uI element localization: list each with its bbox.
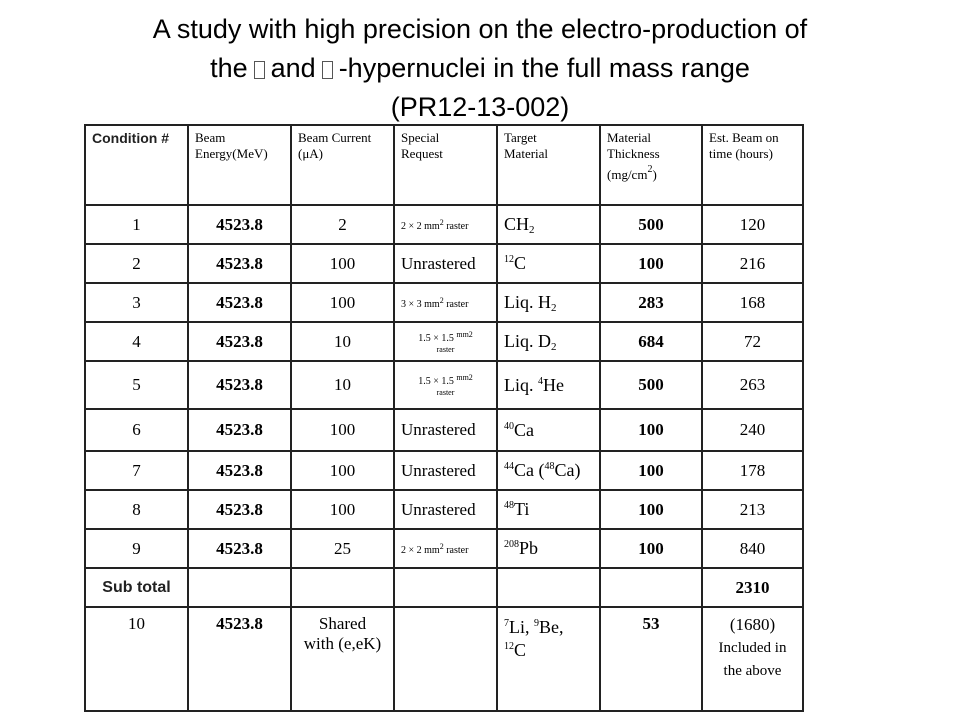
cell-condition: 2: [85, 244, 188, 283]
header-material-thickness: [600, 125, 702, 205]
table-row: [85, 244, 803, 283]
target-isotope-2: 9: [534, 618, 539, 629]
header-thickness-exponent: 2: [647, 164, 653, 175]
cell-thickness: 500: [600, 205, 702, 244]
cell-time: 168: [702, 283, 803, 322]
cell-current: 10: [291, 361, 394, 409]
cell-energy: 4523.8: [188, 529, 291, 568]
target-subscript: 2: [551, 340, 557, 353]
target-text-element: He: [543, 374, 564, 395]
target-subscript: 2: [551, 301, 557, 314]
cell-thickness: 100: [600, 529, 702, 568]
request-text: 2 × 2 mm: [401, 220, 440, 232]
cell-time: 120: [702, 205, 803, 244]
subtotal-empty-cell: [497, 568, 600, 607]
target-text: Ti: [514, 499, 530, 519]
cell-energy: 4523.8: [188, 361, 291, 409]
cell-request: Unrastered: [394, 451, 497, 490]
cell-condition: 7: [85, 451, 188, 490]
cell-request: [394, 283, 497, 322]
target-text: CH: [504, 213, 530, 234]
cell-current: 25: [291, 529, 394, 568]
header-beam-current: [291, 125, 394, 205]
target-isotope-3: 12: [504, 641, 514, 652]
current-line-1: Shared: [318, 614, 367, 633]
target-isotope: 48: [504, 500, 514, 511]
header-beam-energy-line-1: Beam: [195, 130, 226, 145]
request-text: 1.5 × 1.5: [418, 376, 454, 387]
table-header-row: [85, 125, 803, 205]
header-target-material-line-2: Material: [504, 146, 549, 161]
cell-target: [497, 451, 600, 490]
current-line-2: with (e,eK): [303, 634, 382, 653]
header-condition: Condition #: [85, 125, 188, 205]
cell-current: 100: [291, 283, 394, 322]
cell-thickness: 100: [600, 451, 702, 490]
request-unit: mm: [456, 329, 469, 339]
request-exponent: 2: [439, 541, 444, 551]
cell-thickness: 283: [600, 283, 702, 322]
header-beam-time-line-2: time (hours): [709, 146, 773, 161]
cell-energy: 4523.8: [188, 244, 291, 283]
request-unit: mm: [456, 373, 469, 382]
target-text-a: Li,: [509, 617, 534, 637]
slide-title: [40, 10, 920, 127]
cell-target: [497, 283, 600, 322]
cell-target: [497, 529, 600, 568]
subtotal-row: [85, 568, 803, 607]
cell-time: 72: [702, 322, 803, 361]
cell-energy: 4523.8: [188, 409, 291, 451]
title-line-2: [40, 49, 920, 88]
cell-time: 840: [702, 529, 803, 568]
header-beam-energy: [188, 125, 291, 205]
cell-current: [291, 607, 394, 711]
table-row: [85, 283, 803, 322]
cell-target: [497, 322, 600, 361]
cell-target: [497, 244, 600, 283]
request-exponent: 2: [468, 373, 473, 382]
cell-request: Unrastered: [394, 409, 497, 451]
cell-condition: 1: [85, 205, 188, 244]
subtotal-time: 2310: [702, 568, 803, 607]
cell-thickness: 53: [600, 607, 702, 711]
cell-thickness: 100: [600, 244, 702, 283]
time-line-3: the above: [723, 663, 782, 679]
target-text: Pb: [519, 538, 539, 558]
target-isotope-1: 7: [504, 618, 509, 629]
header-special-request-line-1: Special: [401, 130, 440, 145]
cell-request: Unrastered: [394, 490, 497, 529]
cell-time: 263: [702, 361, 803, 409]
cell-energy: 4523.8: [188, 322, 291, 361]
cell-target: [497, 607, 600, 711]
target-isotope: 40: [504, 420, 514, 432]
subtotal-empty-cell: [291, 568, 394, 607]
cell-current: 2: [291, 205, 394, 244]
request-tail: raster: [436, 344, 455, 354]
title-line-2-part-3: -hypernuclei in the full mass range: [338, 53, 750, 83]
table-row: [85, 490, 803, 529]
time-line-2: Included in: [718, 640, 787, 656]
title-line-2-part-1: the: [210, 53, 248, 83]
table-row: [85, 322, 803, 361]
cell-energy: 4523.8: [188, 490, 291, 529]
header-special-request: [394, 125, 497, 205]
cell-request: [394, 361, 497, 409]
target-text-c: C: [514, 640, 527, 660]
cell-current: 100: [291, 409, 394, 451]
request-text: 2 × 2 mm: [401, 544, 440, 556]
cell-target: [497, 361, 600, 409]
target-isotope: 208: [504, 539, 519, 550]
table-row: [85, 451, 803, 490]
subtotal-empty-cell: [600, 568, 702, 607]
cell-request: [394, 322, 497, 361]
cell-time: 240: [702, 409, 803, 451]
target-text-b: Be,: [539, 617, 564, 637]
subtotal-empty-cell: [188, 568, 291, 607]
header-thickness-line-3: (mg/cm: [607, 167, 648, 182]
cell-condition: 6: [85, 409, 188, 451]
request-tail: raster: [443, 544, 469, 556]
title-line-2-part-2: and: [270, 53, 316, 83]
target-isotope-2: 48: [544, 461, 555, 472]
request-exponent: 2: [468, 329, 473, 339]
subtotal-label: Sub total: [85, 568, 188, 607]
target-tail: Ca): [554, 460, 581, 480]
target-isotope: 12: [504, 254, 514, 265]
cell-thickness: 684: [600, 322, 702, 361]
beam-time-table: [84, 124, 804, 712]
target-text: Liq. D: [504, 330, 551, 351]
cell-current: 100: [291, 490, 394, 529]
header-beam-energy-line-2: Energy(MeV): [195, 146, 268, 161]
cell-energy: 4523.8: [188, 283, 291, 322]
table-row: [85, 529, 803, 568]
cell-condition: 4: [85, 322, 188, 361]
request-exponent: 2: [439, 295, 444, 305]
table-row: [85, 205, 803, 244]
header-thickness-line-1: Material: [607, 130, 652, 145]
target-text: Ca (: [514, 460, 545, 480]
title-line-1: A study with high precision on the electro-production of: [152, 14, 808, 44]
cell-target: [497, 409, 600, 451]
cell-thickness: 100: [600, 409, 702, 451]
cell-time: 178: [702, 451, 803, 490]
subtotal-empty-cell: [394, 568, 497, 607]
target-text: Liq.: [504, 374, 538, 395]
cell-target: [497, 490, 600, 529]
header-beam-current-line-1: Beam Current: [298, 130, 372, 145]
cell-condition: 10: [85, 607, 188, 711]
target-isotope: 44: [504, 461, 514, 472]
target-text: C: [514, 253, 527, 273]
cell-time: 213: [702, 490, 803, 529]
table-row: [85, 409, 803, 451]
cell-thickness: 100: [600, 490, 702, 529]
target-subscript: 2: [529, 223, 535, 236]
cell-time: 216: [702, 244, 803, 283]
missing-glyph-lambda-icon: [254, 61, 265, 79]
cell-condition: 9: [85, 529, 188, 568]
cell-target: [497, 205, 600, 244]
header-thickness-line-2: Thickness: [607, 146, 660, 161]
header-special-request-line-2: Request: [401, 146, 443, 161]
header-beam-time: [702, 125, 803, 205]
header-target-material-line-1: Target: [504, 130, 537, 145]
cell-condition: 5: [85, 361, 188, 409]
missing-glyph-lambda-icon: [322, 61, 333, 79]
cell-request: [394, 529, 497, 568]
cell-current: 100: [291, 244, 394, 283]
time-line-1: (1680): [729, 615, 776, 634]
header-beam-current-line-2: (μA): [298, 146, 324, 161]
target-text: Liq. H: [504, 291, 551, 312]
header-thickness-close: ): [652, 167, 657, 182]
request-exponent: 2: [439, 217, 444, 227]
request-tail: raster: [443, 298, 469, 310]
table-row: [85, 361, 803, 409]
cell-request: [394, 607, 497, 711]
cell-request: [394, 205, 497, 244]
cell-time: [702, 607, 803, 711]
header-beam-time-line-1: Est. Beam on: [709, 130, 779, 145]
title-line-3: (PR12-13-002): [390, 92, 570, 122]
cell-current: 100: [291, 451, 394, 490]
cell-condition: 3: [85, 283, 188, 322]
request-text: 1.5 × 1.5: [418, 332, 454, 344]
cell-condition: 8: [85, 490, 188, 529]
request-tail: raster: [436, 388, 455, 397]
cell-energy: 4523.8: [188, 607, 291, 711]
cell-thickness: 500: [600, 361, 702, 409]
header-target-material: [497, 125, 600, 205]
target-text: Ca: [514, 419, 534, 440]
table-row: [85, 607, 803, 711]
target-isotope: 4: [538, 375, 543, 387]
cell-energy: 4523.8: [188, 205, 291, 244]
cell-energy: 4523.8: [188, 451, 291, 490]
cell-current: 10: [291, 322, 394, 361]
request-text: 3 × 3 mm: [401, 298, 440, 310]
request-tail: raster: [443, 220, 469, 232]
cell-request: Unrastered: [394, 244, 497, 283]
